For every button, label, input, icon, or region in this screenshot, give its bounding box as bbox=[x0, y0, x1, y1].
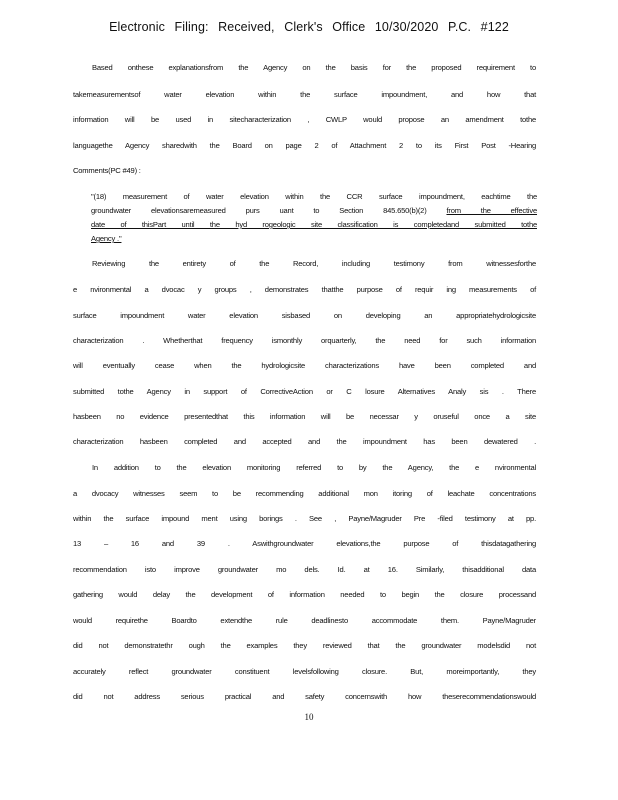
para2-line: Reviewing the entirety of the Record, including testimony from witnessesforthe bbox=[92, 259, 536, 268]
para2-line: surface impoundment water elevation sisbased on developing an appropriatehydrologicsite bbox=[73, 311, 536, 320]
para3-line: did not address serious practical and safety concernswith how theserecommendationswould bbox=[73, 692, 536, 701]
quote-underlined-text: from the effective bbox=[446, 206, 538, 215]
para2-line: characterization . Whetherthat frequency ismonthly orquarterly, the need for such information bbox=[73, 336, 536, 345]
para3-line: 13 – 16 and 39 . Aswithgroundwater elevations,the purpose of thisdatagathering bbox=[73, 539, 536, 548]
para3-line: did not demonstratethr ough the examples they reviewed that the groundwater modelsdid not bbox=[73, 641, 536, 650]
para3-line: recommendation isto improve groundwater mo dels. Id. at 16. Similarly, thisadditional data bbox=[73, 565, 536, 574]
quote-plain-text: groundwater elevationsaremeasured purs uant to Section 845.650(b)(2) bbox=[91, 206, 427, 215]
quote-line: "(18) measurement of water elevation within the CCR surface impoundment, eachtime the bbox=[91, 192, 537, 201]
para1-line: languagethe Agency sharedwith the Board on page 2 of Attachment 2 to its First Post -Hearing bbox=[73, 141, 536, 150]
para1-line: takemeasurementsof water elevation within the surface impoundment, and how that bbox=[73, 90, 536, 99]
quote-underlined-line: Agency ." bbox=[91, 234, 122, 243]
page-number: 10 bbox=[304, 712, 314, 722]
para2-line: hasbeen no evidence presentedthat this information will be necessar y oruseful once a site bbox=[73, 412, 536, 421]
quote-underlined-line: date of thisPart until the hyd rogeologic site classification is completedand submitted tothe bbox=[91, 220, 537, 229]
para3-line: accurately reflect groundwater constituent levelsfollowing closure. But, moreimportantly, they bbox=[73, 667, 536, 676]
para3-line: within the surface impound ment using borings . See , Payne/Magruder Pre -filed testimony at pp. bbox=[73, 514, 536, 523]
filing-header: Electronic Filing: Received, Clerk's Office 10/30/2020 P.C. #122 bbox=[109, 20, 509, 34]
para2-line: submitted tothe Agency in support of CorrectiveAction or C losure Alternatives Analy sis . There bbox=[73, 387, 536, 396]
para3-line: gathering would delay the development of information needed to begin the closure processand bbox=[73, 590, 536, 599]
para3-line: would requirethe Boardto extendthe rule deadlinesto accommodate them. Payne/Magruder bbox=[73, 616, 536, 625]
para2-line: will eventually cease when the hydrologicsite characterizations have been completed and bbox=[73, 361, 536, 370]
para1-line: Based onthese explanationsfrom the Agency on the basis for the proposed requirement to bbox=[92, 63, 536, 72]
para1-line: information will be used in sitecharacterization , CWLP would propose an amendment tothe bbox=[73, 115, 536, 124]
para3-line: In addition to the elevation monitoring referred to by the Agency, the e nvironmental bbox=[92, 463, 536, 472]
para2-line: characterization hasbeen completed and accepted and the impoundment has been dewatered . bbox=[73, 437, 536, 446]
quote-line bbox=[91, 206, 537, 216]
para3-line: a dvocacy witnesses seem to be recommending additional mon itoring of leachate concentrations bbox=[73, 489, 536, 498]
para2-line: e nvironmental a dvocac y groups , demonstrates thatthe purpose of requir ing measurements of bbox=[73, 285, 536, 294]
para1-line: Comments(PC #49) : bbox=[73, 166, 141, 175]
